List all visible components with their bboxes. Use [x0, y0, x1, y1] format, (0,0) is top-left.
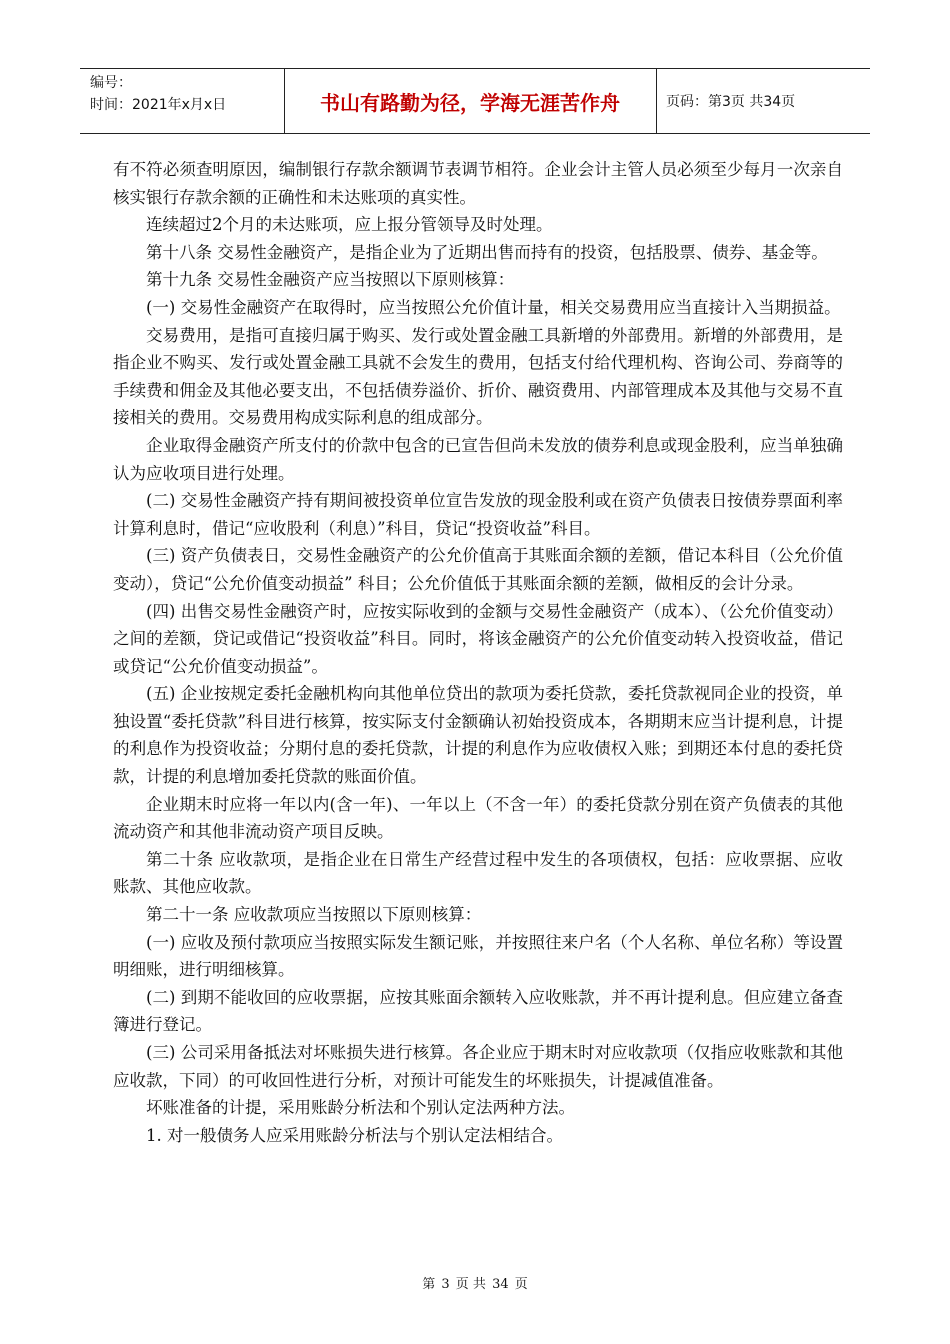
page-footer — [0, 1273, 950, 1292]
body-paragraph: (二) 到期不能收回的应收票据，应按其账面余额转入应收账款，并不再计提利息。但应建立备查簿进行登记。 — [113, 987, 843, 1035]
footer-page-current: 3 — [441, 1277, 450, 1292]
footer-page-suffix: 页 — [514, 1277, 528, 1292]
body-paragraph: 企业期末时应将一年以内(含一年)、一年以上（不含一年）的委托贷款分别在资产负债表的其他流动资产和其他非流动资产项目反映。 — [113, 794, 843, 842]
footer-page-mid: 页 共 — [455, 1277, 486, 1292]
header-page-code: 页码：第3页 共34页 — [666, 94, 796, 110]
body-paragraph: (三) 公司采用备抵法对坏账损失进行核算。各企业应于期末时对应收款项（仅指应收账款和其他应收款，下同）的可收回性进行分析，对预计可能发生的坏账损失，计提减值准备。 — [113, 1043, 843, 1090]
body-paragraph: 1. 对一般债务人应采用账龄分析法与个别认定法相结合。 — [146, 1125, 563, 1145]
body-paragraph: 企业取得金融资产所支付的价款中包含的已宣告但尚未发放的债券利息或现金股利，应当单独确认为应收项目进行处理。 — [113, 435, 843, 483]
body-paragraph: 连续超过2个月的未达账项，应上报分管领导及时处理。 — [146, 215, 553, 235]
header-number-label: 编号： — [90, 75, 132, 91]
header-date-label: 时间：2021年x月x日 — [90, 97, 227, 113]
body-paragraph: 第二十条 应收款项，是指企业在日常生产经营过程中发生的各项债权，包括：应收票据、应收账款、其他应收款。 — [113, 849, 843, 897]
body-paragraph: 交易费用，是指可直接归属于购买、发行或处置金融工具新增的外部费用。新增的外部费用，是指企业不购买、发行或处置金融工具就不会发生的费用，包括支付给代理机构、咨询公司、券商等的手续费和佣金及其他必要支出，不包括债券溢价、折价、融资费用、内部管理成本及其他与交易不直接相关的费用。交易费用构成实际利息的组成部分。 — [113, 325, 843, 428]
body-paragraph: (三) 资产负债表日，交易性金融资产的公允价值高于其账面余额的差额，借记本科目（公允价值变动），贷记“公允价值变动损益” 科目；公允价值低于其账面余额的差额，做相反的会计分录。 — [113, 546, 843, 593]
body-paragraph: (二) 交易性金融资产持有期间被投资单位宣告发放的现金股利或在资产负债表日按债券票面利率计算利息时，借记“应收股利（利息）”科目，贷记“投资收益”科目。 — [113, 491, 843, 538]
body-paragraph: 第十八条 交易性金融资产，是指企业为了近期出售而持有的投资，包括股票、债券、基金等。 — [146, 242, 828, 262]
body-paragraph: 有不符必须查明原因，编制银行存款余额调节表调节相符。企业会计主管人员必须至少每月一次亲自核实银行存款余额的正确性和未达账项的真实性。 — [113, 160, 843, 207]
header-divider-right — [656, 68, 657, 134]
body-paragraph: 坏账准备的计提，采用账龄分析法和个别认定法两种方法。 — [146, 1098, 575, 1118]
footer-page-prefix: 第 — [422, 1277, 436, 1292]
header-motto: 书山有路勤为径，学海无涯苦作舟 — [320, 90, 620, 115]
body-paragraph: (一) 交易性金融资产在取得时，应当按照公允价值计量，相关交易费用应当直接计入当期损益。 — [146, 297, 841, 317]
header-bottom-rule — [80, 133, 870, 134]
page-header — [80, 68, 870, 134]
body-paragraph: (五) 企业按规定委托金融机构向其他单位贷出的款项为委托贷款，委托贷款视同企业的投资，单独设置“委托贷款”科目进行核算，按实际支付金额确认初始投资成本，各期期末应当计提利息，计提的利息作为投资收益；分期付息的委托贷款，计提的利息作为应收债权入账；到期还本付息的委托贷款，计提的利息增加委托贷款的账面价值。 — [113, 684, 843, 787]
document-body — [113, 156, 843, 1149]
footer-page-total: 34 — [492, 1277, 509, 1292]
body-paragraph: 第二十一条 应收款项应当按照以下原则核算： — [146, 905, 482, 925]
body-paragraph: (一) 应收及预付款项应当按照实际发生额记账，并按照往来户名（个人名称、单位名称）等设置明细账，进行明细核算。 — [113, 932, 843, 980]
body-paragraph: (四) 出售交易性金融资产时，应按实际收到的金额与交易性金融资产（成本）、（公允价值变动）之间的差额，贷记或借记“投资收益”科目。同时，将该金融资产的公允价值变动转入投资收益，借记或贷记“公允价值变动损益”。 — [113, 601, 843, 676]
body-paragraph: 第十九条 交易性金融资产应当按照以下原则核算： — [146, 270, 515, 290]
